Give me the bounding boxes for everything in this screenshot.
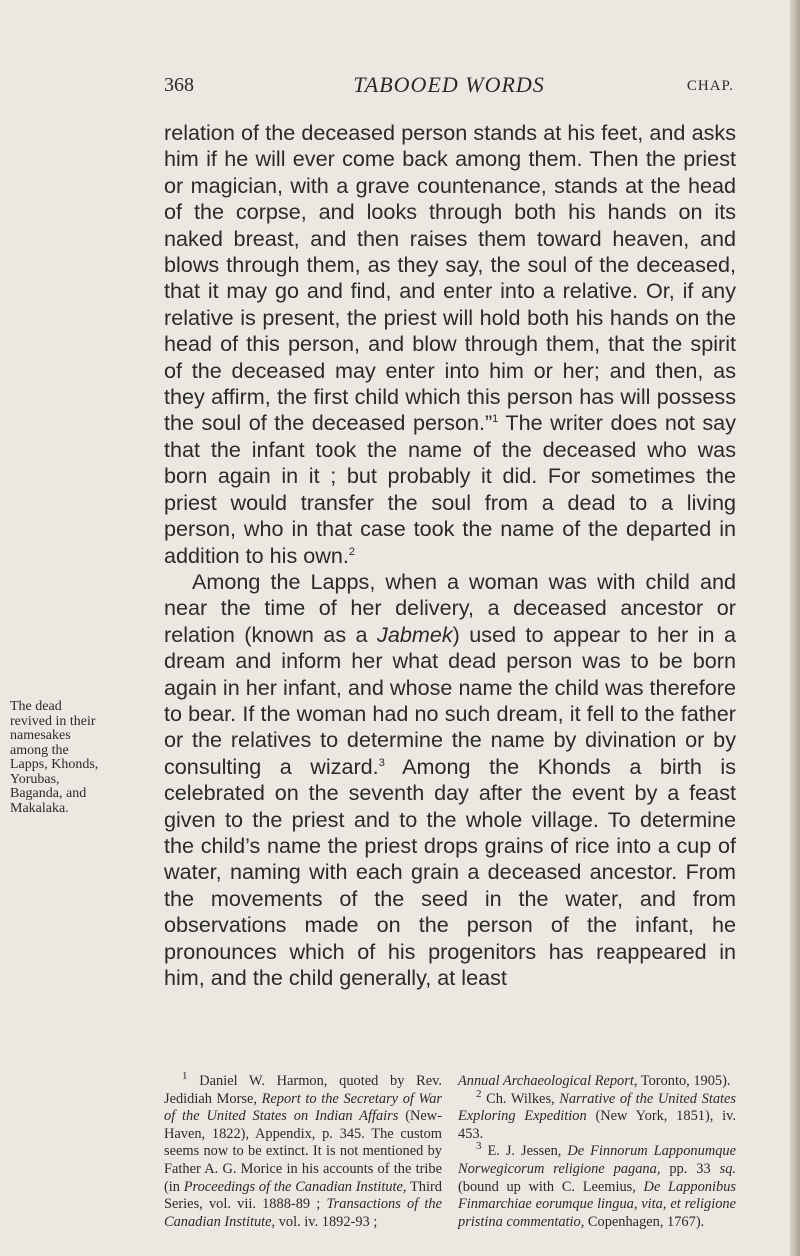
footnote-3: $^3$ E. J. Jessen, De Finnorum Lapponumque Norwegicorum religione pagana, pp. 33 sq. (bound up with C. Leemius, De Lapponibus Finmarchiae eorumque lingua, vita, et religione pristina commentatio, Copenhagen, 1767).	[458, 1140, 736, 1230]
footnote-1: $^1$ Daniel W. Harmon, quoted by Rev. Jedidiah Morse, Report to the Secretary of War of the United States on Indian Affairs (New-Haven, 1822), Appendix, p. 345. The custom seems now to be extinct. It is not mentioned by Father A. G. Morice in his accounts of the tribe (in Proceedings of the Canadian Institute, Third Series, vol. vii. 1888-89 ; Transactions of the Canadian Institute, vol. iv. 1892-93 ;	[164, 1070, 442, 1230]
chapter-mark: CHAP.	[686, 78, 734, 94]
running-head: TABOOED WORDS	[353, 72, 545, 97]
footnote-ref-2: 2	[348, 545, 355, 558]
page-number: 368	[164, 74, 194, 96]
footnotes-left-column	[164, 1070, 442, 1231]
page-header	[164, 74, 734, 104]
paragraph-1: relation of the deceased person stands at his feet, and asks him if he will ever come back among them. Then the priest or magician, with a grave countenance, stands at the head of the corpse, and looks through both his hands on its naked breast, and then raises them toward heaven, and blows through them, as they say, the soul of the deceased, that it may go and find, and enter into a relative. Or, if any relative is present, the priest will hold both his hands on the head of this person, and blow through them, that the spirit of the deceased may enter into him or her; and then, as they affirm, the first child which this person has will possess the soul of the deceased person.”$^1$ The writer does not say that the infant took the name of the deceased who was born again in it ; but probably it did. For sometimes the priest would transfer the soul from a dead to a living person, who in that case took the name of the departed in addition to his own.$^2$	[164, 120, 736, 568]
footnotes	[164, 1070, 736, 1231]
footnotes-right-column	[458, 1073, 736, 1231]
footnote-ref-3: 3	[378, 756, 385, 769]
page-edge	[790, 0, 800, 1256]
paragraph-2: Among the Lapps, when a woman was with child and near the time of her delivery, a deceased ancestor or relation (known as a Jabmek) used to appear to her in a dream and inform her what dead person was to be born again in her infant, and whose name the child was therefore to bear. If the woman had no such dream, it fell to the father or the relatives to determine the name by divination or by consulting a wizard.$^3$ Among the Khonds a birth is celebrated on the seventh day after the event by a feast given to the priest and to the whole village. To determine the child’s name the priest drops grains of rice into a cup of water, naming with each grain a deceased ancestor. From the movements of the seed in the water, and from observations made on the person of the infant, he pronounces which of his progenitors has reappeared in him, and the child generally, at least	[164, 568, 737, 990]
footnote-1-continued: Annual Archaeological Report, Toronto, 1905).	[458, 1073, 731, 1089]
footnote-2: $^2$ Ch. Wilkes, Narrative of the United States Exploring Expedition (New York, 1851), iv. 453.	[458, 1087, 736, 1142]
margin-note: The dead revived in their namesakes among the Lapps, Khonds, Yorubas, Baganda, and Makalaka.	[10, 699, 99, 816]
main-text	[164, 120, 736, 991]
footnote-ref-1: 1	[492, 413, 499, 426]
